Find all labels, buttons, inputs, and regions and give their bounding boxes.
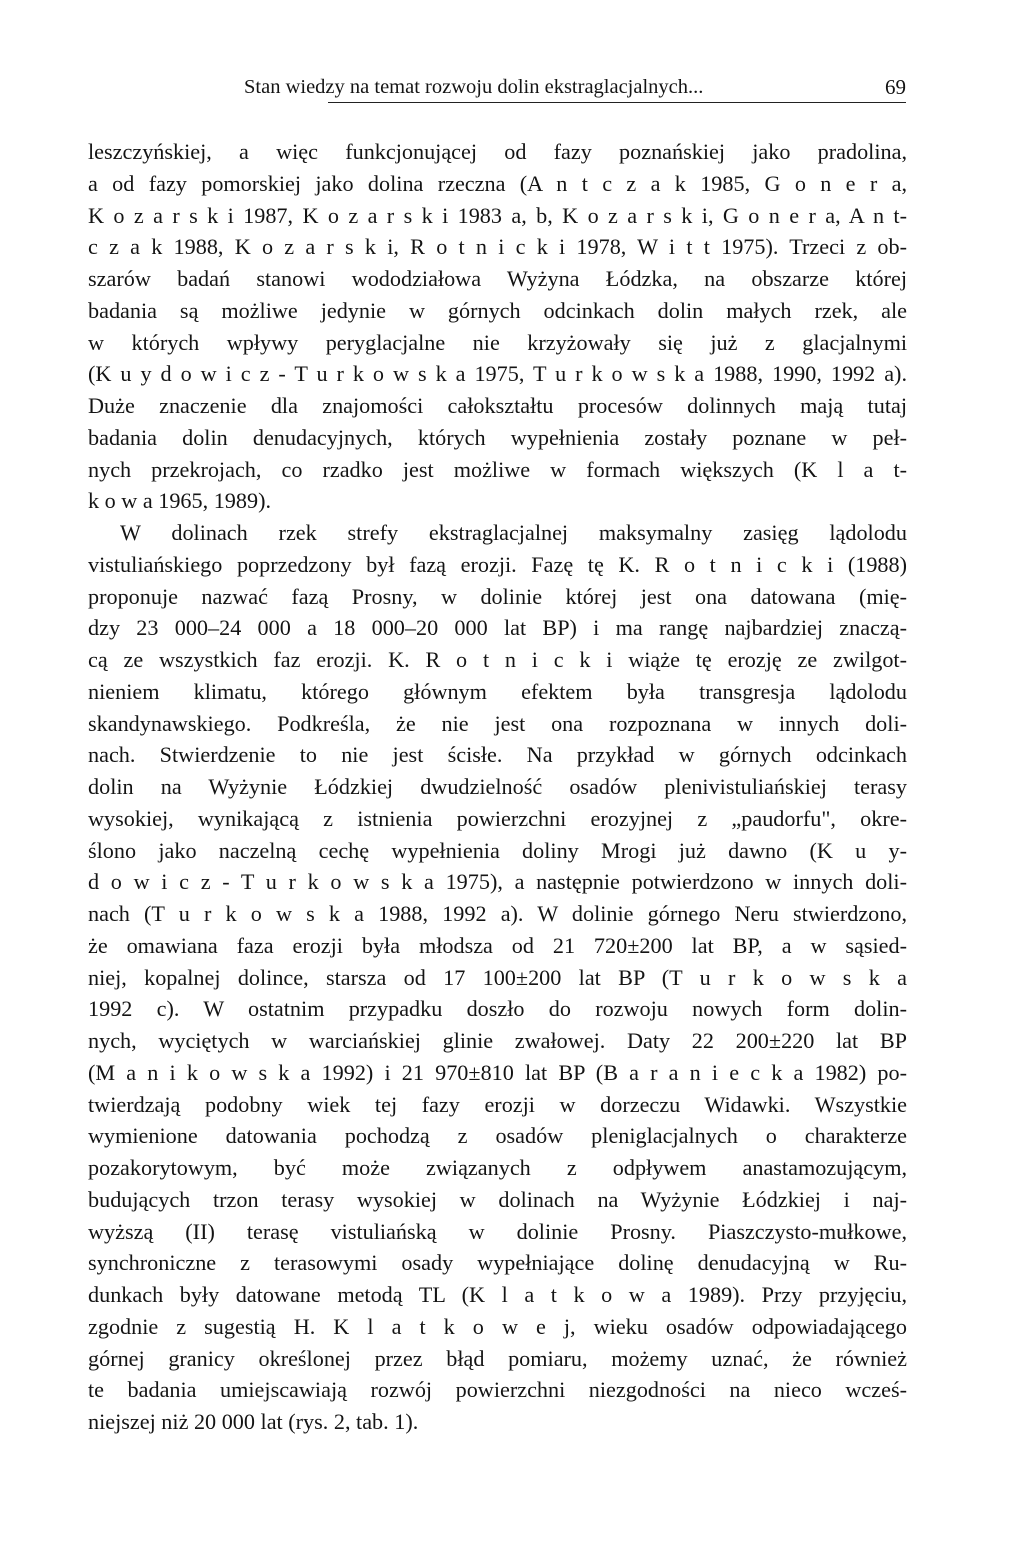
text-line: badania dolin denudacyjnych, których wypełnienia zostały poznane w peł- — [88, 424, 907, 450]
text-line: (K u y d o w i c z - T u r k o w s k a 1975, T u r k o w s k a 1988, 1990, 1992 a). — [88, 361, 907, 387]
text-line: 1992 c). W ostatnim przypadku doszło do rozwoju nowych form dolin- — [88, 996, 907, 1022]
text-line: nach. Stwierdzenie to nie jest ścisłe. Na przykład w górnych odcinkach — [88, 742, 907, 768]
text-line: skandynawskiego. Podkreśla, że nie jest ona rozpoznana w innych doli- — [88, 710, 907, 736]
text-line: proponuje nazwać fazą Prosny, w dolinie której jest ona datowana (mię- — [88, 583, 907, 609]
text-line: w których wpływy peryglacjalne nie krzyżowały się już z glacjalnymi — [88, 329, 907, 355]
text-line: dunkach były datowane metodą TL (K l a t k o w a 1989). Przy przyjęciu, — [88, 1282, 907, 1307]
text-line: budujących trzon terasy wysokiej w dolinach na Wyżynie Łódzkiej i naj- — [88, 1186, 907, 1212]
text-line: k o w a 1965, 1989). — [88, 488, 272, 514]
text-line: szarów badań stanowi wododziałowa Wyżyna Łódzka, na obszarze której — [88, 266, 907, 291]
text-line: badania są możliwe jedynie w górnych odcinkach dolin małych rzek, ale — [88, 297, 907, 323]
page-number: 69 — [885, 75, 906, 99]
text-line: cą ze wszystkich faz erozji. K. R o t n i c k i wiąże tę erozję ze zwilgot- — [88, 647, 907, 672]
text-line: dolin na Wyżynie Łódzkiej dwudzielność osadów plenivistuliańskiej terasy — [88, 774, 907, 799]
text-line: a od fazy pomorskiej jako dolina rzeczna (A n t c z a k 1985, G o n e r a, — [88, 170, 907, 196]
text-line: górnej granicy określonej przez błąd pomiaru, możemy uznać, że również — [88, 1345, 907, 1371]
text-line: wyższą (II) terasę vistuliańską w dolinie Prosny. Piaszczysto-mułkowe, — [88, 1218, 907, 1244]
text-line: pozakorytowym, być może związanych z odpływem anastamozującym, — [88, 1155, 907, 1180]
text-line: K o z a r s k i 1987, K o z a r s k i 1983 a, b, K o z a r s k i, G o n e r a, A n t- — [88, 202, 907, 228]
text-line: d o w i c z - T u r k o w s k a 1975), a następnie potwierdzono w innych doli- — [88, 869, 907, 895]
body-text — [88, 136, 907, 1438]
text-line: synchroniczne z terasowymi osady wypełniające dolinę denudacyjną w Ru- — [88, 1250, 907, 1276]
text-line: nych przekrojach, co rzadko jest możliwe w formach większych (K l a t- — [88, 456, 907, 482]
text-line: W dolinach rzek strefy ekstraglacjalnej maksymalny zasięg lądolodu — [120, 520, 907, 545]
text-line: nach (T u r k o w s k a 1988, 1992 a). W dolinie górnego Neru stwierdzono, — [88, 901, 907, 926]
text-line: dzy 23 000–24 000 a 18 000–20 000 lat BP) i ma rangę najbardziej znaczą- — [88, 615, 907, 641]
text-line: te badania umiejscawiają rozwój powierzchni niezgodności na nieco wcześ- — [88, 1377, 907, 1403]
text-line: (M a n i k o w s k a 1992) i 21 970±810 lat BP (B a r a n i e c k a 1982) po- — [88, 1059, 907, 1085]
text-line: zgodnie z sugestią H. K l a t k o w e j, wieku osadów odpowiadającego — [88, 1313, 907, 1339]
text-line: leszczyńskiej, a więc funkcjonującej od fazy poznańskiej jako pradolina, — [88, 139, 907, 164]
text-line: wysokiej, wynikającą z istnienia powierzchni erozyjnej z „paudorfu", okre- — [88, 805, 907, 831]
text-line: nych, wyciętych w warciańskiej glinie zwałowej. Daty 22 200±220 lat BP — [88, 1028, 907, 1053]
text-line: Duże znaczenie dla znajomości całokształtu procesów dolinnych mają tutaj — [88, 393, 907, 418]
text-line: że omawiana faza erozji była młodsza od 21 720±200 lat BP, a w sąsied- — [88, 932, 907, 958]
text-line: niejszej niż 20 000 lat (rys. 2, tab. 1). — [88, 1409, 419, 1434]
text-line: wymienione datowania pochodzą z osadów pleniglacjalnych o charakterze — [88, 1123, 907, 1149]
text-line: nieniem klimatu, którego głównym efektem była transgresja lądolodu — [88, 678, 907, 704]
text-line: vistuliańskiego poprzedzony był fazą erozji. Fazę tę K. R o t n i c k i (1988) — [88, 551, 907, 577]
text-line: niej, kopalnej dolince, starsza od 17 100±200 lat BP (T u r k o w s k a — [88, 964, 907, 990]
text-line: c z a k 1988, K o z a r s k i, R o t n i c k i 1978, W i t t 1975). Trzeci z ob- — [88, 234, 907, 260]
text-line: ślono jako naczelną cechę wypełnienia doliny Mrogi już dawno (K u y- — [88, 837, 907, 863]
header-rule — [328, 102, 906, 103]
page-header — [244, 74, 906, 104]
text-line: twierdzają podobny wiek tej fazy erozji w dorzeczu Widawki. Wszystkie — [88, 1091, 907, 1117]
running-title: Stan wiedzy na temat rozwoju dolin ekstraglacjalnych... — [244, 76, 704, 98]
